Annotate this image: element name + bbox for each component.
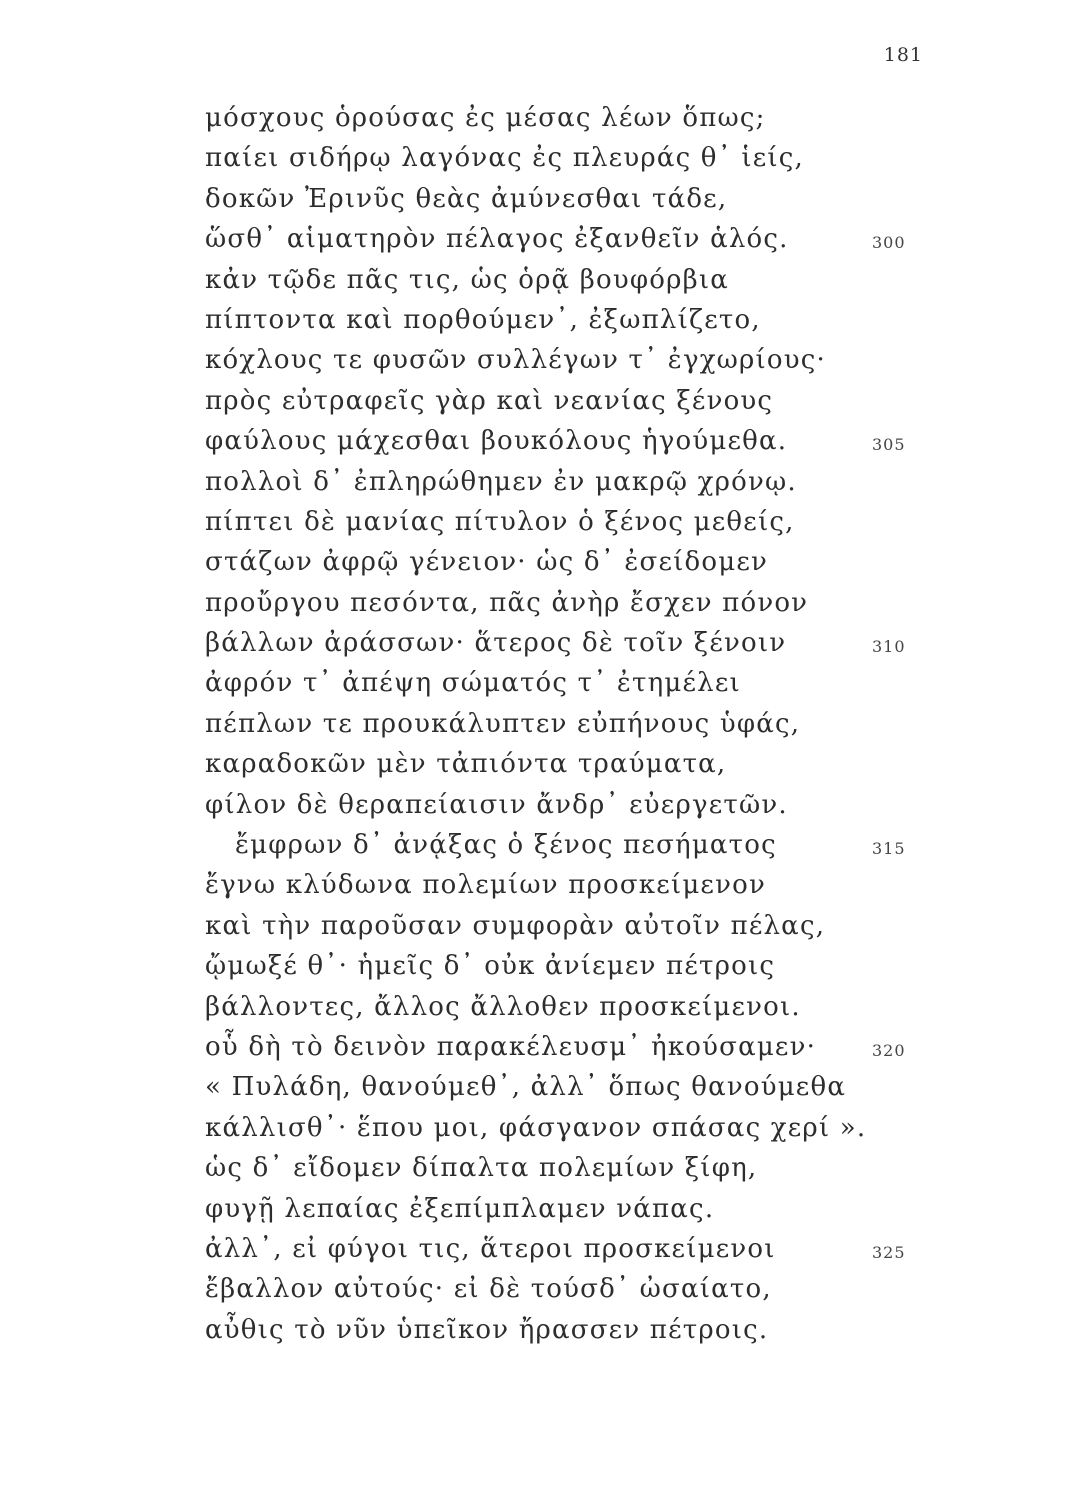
verse-line xyxy=(205,744,945,784)
verse-text: προὔργου πεσόντα, πᾶς ἀνὴρ ἔσχεν πόνον xyxy=(205,587,809,618)
line-number: 300 xyxy=(872,233,906,253)
verse-text: φυγῇ λεπαίας ἐξεπίμπλαμεν νάπας. xyxy=(205,1193,715,1224)
verse-line xyxy=(205,462,945,502)
verse-text: ἔμφρων δ᾿ ἀνᾴξας ὁ ξένος πεσήματος xyxy=(235,830,777,861)
verse-text: πρὸς εὐτραφεῖς γὰρ καὶ νεανίας ξένους xyxy=(205,385,774,416)
verse-line xyxy=(205,542,945,582)
line-number: 310 xyxy=(872,637,906,657)
verse-line xyxy=(205,381,945,421)
verse-line xyxy=(205,340,945,380)
verse-block xyxy=(205,98,945,1350)
verse-text: φίλον δὲ θεραπείαισιν ἄνδρ᾿ εὐεργετῶν. xyxy=(205,789,788,820)
verse-text: αὖθις τὸ νῦν ὑπεῖκον ἤρασσεν πέτροις. xyxy=(205,1314,769,1345)
verse-text: ᾤμωξέ θ᾿· ἡμεῖς δ᾿ οὐκ ἀνίεμεν πέτροις xyxy=(205,951,776,982)
verse-text: ἀφρόν τ᾿ ἀπέψη σώματός τ᾿ ἐτημέλει xyxy=(205,668,741,699)
line-number: 305 xyxy=(872,435,906,455)
verse-text: ὡς δ᾿ εἴδομεν δίπαλτα πολεμίων ξίφη, xyxy=(205,1153,758,1184)
verse-text: ὥσθ᾿ αἱματηρὸν πέλαγος ἐξανθεῖν ἁλός. xyxy=(205,224,789,255)
verse-line xyxy=(205,1229,945,1269)
verse-line xyxy=(205,421,945,461)
line-number: 320 xyxy=(872,1040,906,1060)
verse-line xyxy=(205,1108,945,1148)
verse-text: κόχλους τε φυσῶν συλλέγων τ᾿ ἐγχωρίους· xyxy=(205,345,827,376)
verse-text: κἀν τῷδε πᾶς τις, ὡς ὁρᾷ βουφόρβια xyxy=(205,264,729,295)
verse-line xyxy=(205,825,945,865)
verse-text: οὗ δὴ τὸ δεινὸν παρακέλευσμ᾿ ἠκούσαμεν· xyxy=(205,1031,817,1062)
verse-text: πίπτοντα καὶ πορθούμεν᾿, ἐξωπλίζετο, xyxy=(205,304,761,335)
verse-line xyxy=(205,138,945,178)
page-number: 181 xyxy=(883,44,923,66)
verse-line xyxy=(205,704,945,744)
verse-text: βάλλων ἀράσσων· ἅτερος δὲ τοῖν ξένοιν xyxy=(205,628,787,659)
verse-line xyxy=(205,623,945,663)
verse-text: ἔγνω κλύδωνα πολεμίων προσκείμενον xyxy=(205,870,766,901)
verse-line xyxy=(205,179,945,219)
verse-text: ἔβαλλον αὐτούς· εἰ δὲ τούσδ᾿ ὠσαίατο, xyxy=(205,1274,772,1305)
verse-line xyxy=(205,1027,945,1067)
verse-line xyxy=(205,1189,945,1229)
verse-line xyxy=(205,260,945,300)
verse-line xyxy=(205,300,945,340)
verse-line xyxy=(205,785,945,825)
verse-line xyxy=(205,946,945,986)
verse-line xyxy=(205,987,945,1027)
verse-text: πέπλων τε προυκάλυπτεν εὐπήνους ὑφάς, xyxy=(205,708,801,739)
verse-line xyxy=(205,1148,945,1188)
verse-text: « Πυλάδη, θανούμεθ᾿, ἀλλ᾿ ὅπως θανούμεθα xyxy=(205,1072,847,1103)
verse-line xyxy=(205,906,945,946)
verse-text: ἀλλ᾿, εἰ φύγοι τις, ἅτεροι προσκείμενοι xyxy=(205,1233,776,1264)
verse-text: φαύλους μάχεσθαι βουκόλους ἡγούμεθα. xyxy=(205,426,788,457)
verse-text: στάζων ἀφρῷ γένειον· ὡς δ᾿ ἐσείδομεν xyxy=(205,547,769,578)
verse-text: μόσχους ὁρούσας ἐς μέσας λέων ὅπως; xyxy=(205,103,766,133)
verse-line xyxy=(205,98,945,138)
verse-text: παίει σιδήρῳ λαγόνας ἐς πλευράς θ᾿ ἱείς, xyxy=(205,143,805,174)
verse-text: καραδοκῶν μὲν τἀπιόντα τραύματα, xyxy=(205,749,727,780)
verse-line xyxy=(205,502,945,542)
verse-line xyxy=(205,865,945,905)
verse-line xyxy=(205,219,945,259)
verse-text: δοκῶν Ἐρινῦς θεὰς ἀμύνεσθαι τάδε, xyxy=(205,183,728,214)
verse-line xyxy=(205,1269,945,1309)
verse-line xyxy=(205,1310,945,1350)
verse-text: πίπτει δὲ μανίας πίτυλον ὁ ξένος μεθείς, xyxy=(205,506,795,537)
line-number: 315 xyxy=(872,839,906,859)
verse-line xyxy=(205,1067,945,1107)
verse-text: βάλλοντες, ἄλλος ἄλλοθεν προσκείμενοι. xyxy=(205,991,801,1022)
verse-line xyxy=(205,583,945,623)
verse-text: καὶ τὴν παροῦσαν συμφορὰν αὐτοῖν πέλας, xyxy=(205,910,826,941)
verse-line xyxy=(205,663,945,703)
verse-text: πολλοὶ δ᾿ ἐπληρώθημεν ἐν μακρῷ χρόνῳ. xyxy=(205,466,797,497)
line-number: 325 xyxy=(872,1242,906,1262)
verse-text: κάλλισθ᾿· ἕπου μοι, φάσγανον σπάσας χερί ». xyxy=(205,1112,867,1143)
